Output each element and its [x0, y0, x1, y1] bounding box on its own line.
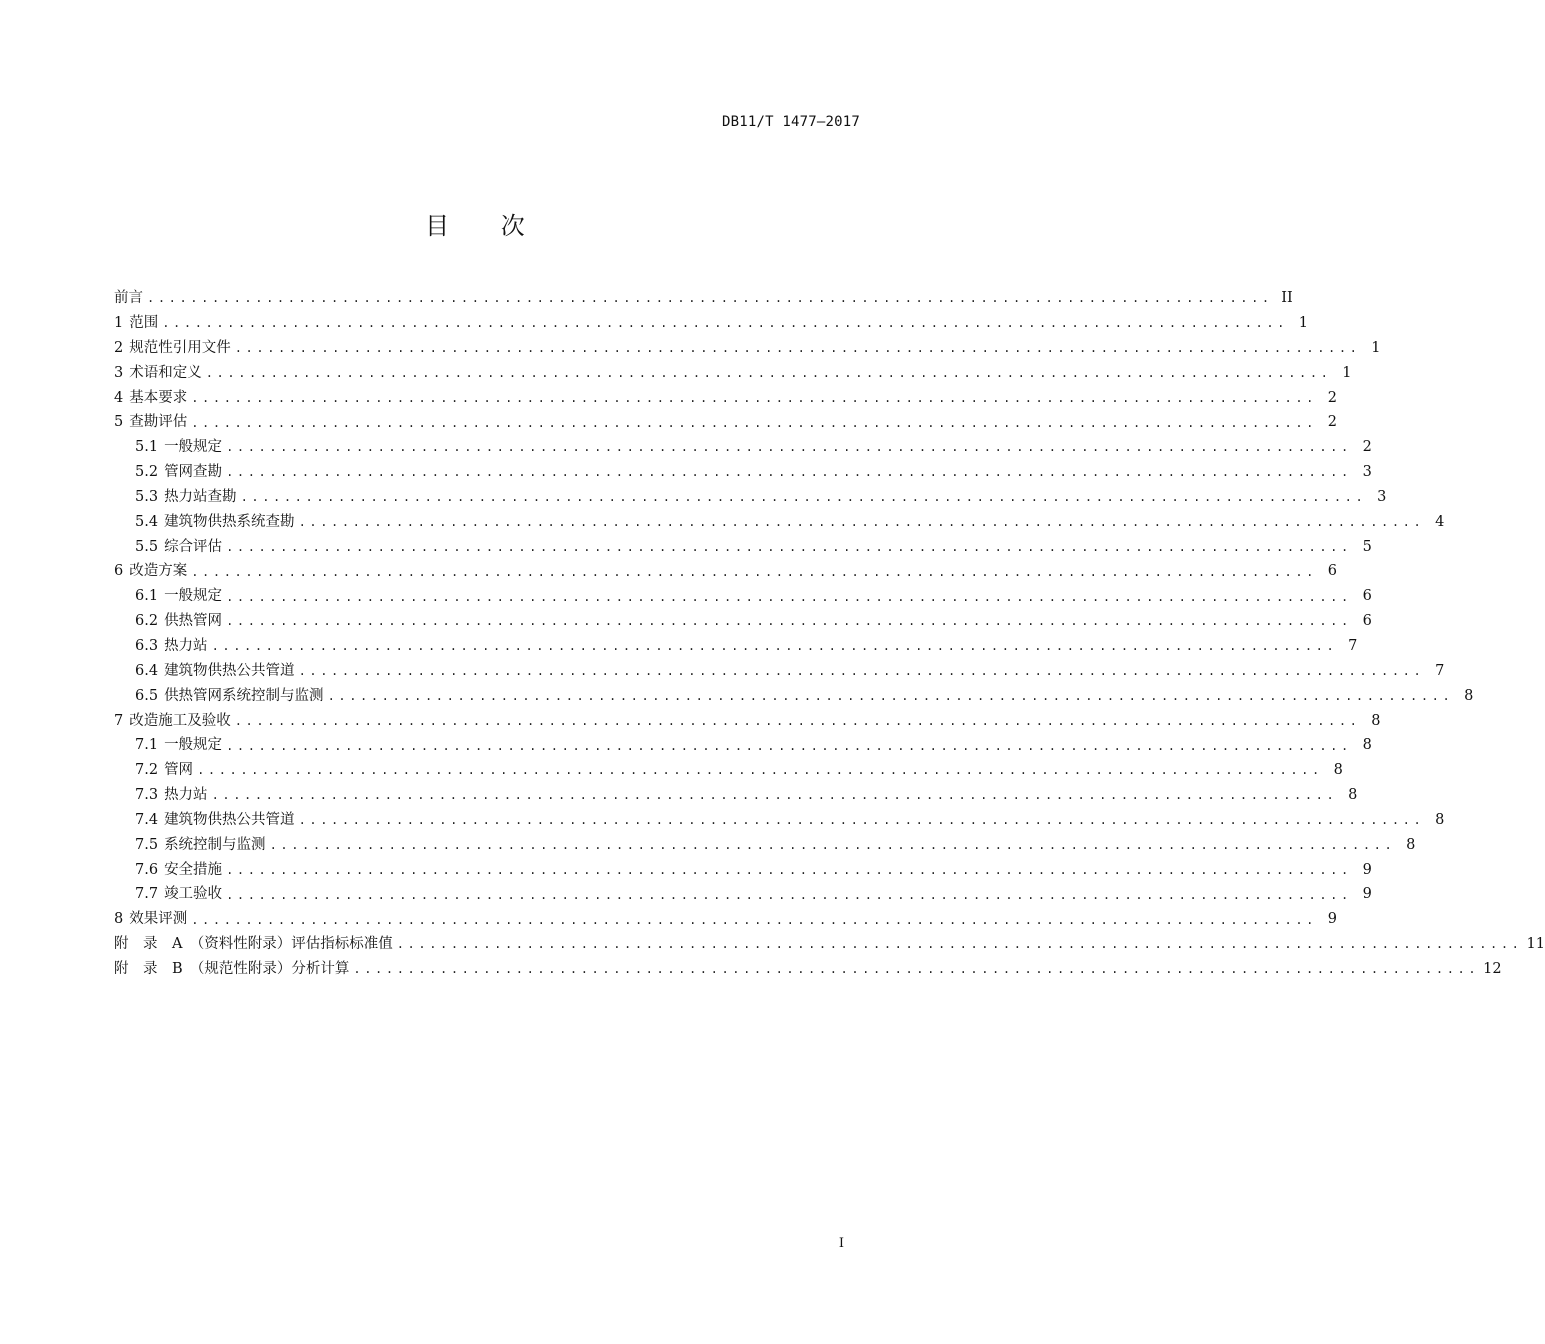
toc-entry-number: 6.3: [135, 637, 159, 654]
toc-entry-text: 管网查勘: [164, 464, 223, 481]
toc-entry-page: 7: [1348, 637, 1358, 654]
toc-entry-label: [114, 912, 191, 927]
toc-entry-text: 安全措施: [164, 861, 223, 878]
toc-entry-page: 8: [1362, 737, 1372, 754]
toc-dot-leader: ........................................................................................................: [269, 837, 1396, 852]
toc-entry-label: [114, 391, 191, 406]
toc-entry-number: 6.1: [135, 588, 159, 605]
toc-entry[interactable]: [114, 460, 1372, 485]
toc-entry[interactable]: [114, 510, 1445, 535]
toc-entry-page: 6: [1327, 563, 1337, 580]
toc-dot-leader: ........................................................................................................: [226, 589, 1352, 604]
toc-dot-leader: ........................................................................................................: [226, 614, 1352, 629]
toc-entry-page: 1: [1342, 364, 1352, 381]
toc-entry[interactable]: [114, 733, 1372, 758]
toc-entry[interactable]: [114, 559, 1337, 584]
toc-entry[interactable]: [114, 758, 1343, 783]
toc-entry-page: 8: [1464, 687, 1474, 704]
toc-entry-text: 竣工验收: [164, 886, 223, 903]
page-number: I: [838, 1236, 844, 1251]
toc-entry-text: 管网: [164, 762, 194, 779]
toc-entry-label: [114, 291, 147, 306]
toc-entry-page: 9: [1362, 861, 1372, 878]
toc-entry-label: [114, 366, 206, 381]
toc-entry[interactable]: [114, 361, 1352, 386]
toc-entry-page: 5: [1362, 538, 1372, 555]
toc-entry-text: 一般规定: [164, 737, 223, 754]
toc-dot-leader: ........................................................................................................: [396, 937, 1523, 952]
toc-entry-label: [114, 937, 397, 952]
toc-dot-leader: ........................................................................................................: [240, 490, 1367, 505]
toc-dot-leader: ........................................................................................................: [211, 788, 1338, 803]
toc-entry-number: 6.4: [135, 662, 159, 679]
toc-entry-page: 1: [1298, 315, 1308, 332]
toc-entry-label: [135, 490, 241, 505]
toc-dot-leader: ........................................................................................................: [147, 291, 1273, 306]
toc-entry[interactable]: [114, 907, 1337, 932]
toc-entry-page: 11: [1526, 936, 1545, 953]
toc-entry-page: 12: [1483, 960, 1502, 977]
toc-entry-text: 系统控制与监测: [164, 836, 266, 853]
toc-dot-leader: ........................................................................................................: [226, 862, 1352, 877]
toc-entry-label: [135, 763, 197, 778]
standard-code: DB11/T 1477—2017: [721, 114, 860, 130]
table-of-contents: [114, 286, 1545, 982]
toc-entry-text: 改造方案: [129, 563, 188, 580]
toc-dot-leader: ........................................................................................................: [298, 515, 1425, 530]
toc-entry[interactable]: [114, 932, 1545, 957]
toc-entry-number: 6: [114, 563, 124, 580]
toc-entry-text: 附 录 A （资料性附录）评估指标标准值: [114, 936, 393, 953]
toc-entry-number: 1: [114, 315, 124, 332]
toc-entry-text: 附 录 B （规范性附录）分析计算: [114, 960, 350, 977]
toc-entry-number: 5.2: [135, 464, 159, 481]
toc-entry-number: 7.5: [135, 836, 159, 853]
toc-entry-label: [135, 863, 226, 878]
toc-entry[interactable]: [114, 659, 1445, 684]
toc-entry-text: 综合评估: [164, 538, 223, 555]
toc-dot-leader: ........................................................................................................: [211, 639, 1338, 654]
toc-entry-number: 6.2: [135, 613, 159, 630]
toc-dot-leader: ........................................................................................................: [298, 813, 1425, 828]
toc-dot-leader: ........................................................................................................: [327, 688, 1454, 703]
toc-dot-leader: ........................................................................................................: [226, 465, 1352, 480]
toc-entry-number: 5: [114, 414, 124, 431]
toc-entry-page: 1: [1371, 339, 1381, 356]
toc-entry-number: 7.3: [135, 787, 159, 804]
toc-dot-leader: ........................................................................................................: [234, 341, 1361, 356]
toc-entry-label: [114, 564, 191, 579]
toc-entry-page: 2: [1362, 439, 1372, 456]
toc-entry-page: 9: [1362, 886, 1372, 903]
toc-entry-number: 7.6: [135, 861, 159, 878]
toc-entry[interactable]: [114, 808, 1445, 833]
toc-dot-leader: ........................................................................................................: [298, 664, 1425, 679]
toc-dot-leader: ........................................................................................................: [226, 738, 1352, 753]
toc-entry-label: [135, 639, 212, 654]
toc-entry-page: 8: [1406, 836, 1416, 853]
toc-entry[interactable]: [114, 311, 1308, 336]
toc-entry[interactable]: [114, 435, 1372, 460]
toc-entry-text: 一般规定: [164, 588, 223, 605]
toc-entry-label: [135, 813, 299, 828]
toc-entry-label: [114, 316, 162, 331]
toc-entry-label: [135, 614, 226, 629]
toc-entry[interactable]: [114, 857, 1372, 882]
toc-dot-leader: ........................................................................................................: [226, 539, 1352, 554]
toc-dot-leader: ........................................................................................................: [162, 316, 1288, 331]
toc-entry-text: 供热管网: [164, 613, 223, 630]
toc-entry-label: [135, 440, 226, 455]
toc-entry-number: 7: [114, 712, 124, 729]
toc-entry-label: [114, 341, 235, 356]
toc-entry[interactable]: [114, 286, 1293, 311]
toc-entry-text: 效果评测: [129, 911, 188, 928]
toc-entry-text: 建筑物供热公共管道: [164, 662, 295, 679]
toc-entry[interactable]: [114, 485, 1387, 510]
toc-entry-number: 5.1: [135, 439, 159, 456]
toc-entry-number: 7.2: [135, 762, 159, 779]
toc-entry-number: 6.5: [135, 687, 159, 704]
toc-entry-number: 2: [114, 339, 124, 356]
toc-entry-page: 8: [1333, 762, 1343, 779]
toc-dot-leader: ........................................................................................................: [191, 912, 1317, 927]
toc-entry-label: [135, 589, 226, 604]
toc-entry-page: II: [1281, 290, 1293, 307]
toc-dot-leader: ........................................................................................................: [197, 763, 1323, 778]
toc-entry[interactable]: [114, 634, 1358, 659]
toc-entry[interactable]: [114, 534, 1372, 559]
toc-entry-label: [135, 465, 226, 480]
toc-entry-page: 8: [1435, 811, 1445, 828]
toc-entry-number: 3: [114, 364, 124, 381]
toc-entry[interactable]: [114, 684, 1474, 709]
toc-entry-number: 7.7: [135, 886, 159, 903]
toc-entry-number: 5.3: [135, 488, 159, 505]
toc-entry[interactable]: [114, 336, 1381, 361]
toc-entry[interactable]: [114, 882, 1372, 907]
toc-entry-page: 6: [1362, 588, 1372, 605]
toc-dot-leader: ........................................................................................................: [226, 440, 1352, 455]
toc-dot-leader: ........................................................................................................: [353, 962, 1480, 977]
toc-entry-text: 建筑物供热公共管道: [164, 811, 295, 828]
toc-entry-page: 8: [1371, 712, 1381, 729]
toc-dot-leader: ........................................................................................................: [191, 390, 1317, 405]
toc-entry-label: [114, 415, 191, 430]
toc-entry-label: [135, 838, 270, 853]
toc-entry-number: 4: [114, 389, 124, 406]
toc-entry-text: 建筑物供热系统查勘: [164, 513, 295, 530]
toc-entry-page: 2: [1327, 414, 1337, 431]
toc-entry-page: 3: [1377, 488, 1387, 505]
toc-entry-label: [135, 540, 226, 555]
toc-entry[interactable]: [114, 609, 1372, 634]
toc-entry-text: 范围: [129, 315, 159, 332]
toc-entry-label: [114, 962, 353, 977]
toc-entry[interactable]: [114, 385, 1337, 410]
toc-entry-page: 7: [1435, 662, 1445, 679]
toc-entry-label: [135, 738, 226, 753]
toc-entry-page: 8: [1348, 787, 1358, 804]
toc-entry-label: [135, 515, 299, 530]
toc-entry[interactable]: [114, 783, 1358, 808]
toc-dot-leader: ........................................................................................................: [191, 415, 1317, 430]
toc-entry-label: [135, 689, 328, 704]
toc-entry-text: 改造施工及验收: [129, 712, 231, 729]
toc-dot-leader: ........................................................................................................: [205, 365, 1332, 380]
toc-entry-text: 热力站: [164, 637, 208, 654]
toc-entry-label: [135, 887, 226, 902]
toc-entry-page: 9: [1327, 911, 1337, 928]
toc-entry[interactable]: [114, 584, 1372, 609]
toc-dot-leader: ........................................................................................................: [226, 887, 1352, 902]
toc-entry-page: 3: [1362, 464, 1372, 481]
toc-entry[interactable]: [114, 833, 1416, 858]
toc-entry-number: 5.4: [135, 513, 159, 530]
toc-entry-text: 一般规定: [164, 439, 223, 456]
toc-entry-text: 基本要求: [129, 389, 188, 406]
toc-entry-number: 7.1: [135, 737, 159, 754]
toc-entry[interactable]: [114, 410, 1337, 435]
toc-entry-number: 8: [114, 911, 124, 928]
toc-entry-text: 前言: [114, 290, 143, 307]
toc-entry-text: 热力站: [164, 787, 208, 804]
toc-entry-label: [135, 788, 212, 803]
toc-entry-page: 6: [1362, 613, 1372, 630]
page-title: 目 次: [425, 212, 547, 240]
toc-entry-label: [135, 664, 299, 679]
toc-entry-text: 查勘评估: [129, 414, 188, 431]
toc-entry-text: 规范性引用文件: [129, 339, 231, 356]
toc-entry[interactable]: [114, 957, 1502, 982]
toc-entry-label: [114, 714, 235, 729]
toc-entry-page: 4: [1435, 513, 1445, 530]
toc-dot-leader: ........................................................................................................: [234, 713, 1361, 728]
toc-entry-text: 术语和定义: [129, 364, 202, 381]
toc-entry-text: 供热管网系统控制与监测: [164, 687, 324, 704]
toc-entry-number: 5.5: [135, 538, 159, 555]
toc-entry-text: 热力站查勘: [164, 488, 237, 505]
toc-dot-leader: ........................................................................................................: [191, 564, 1317, 579]
toc-entry[interactable]: [114, 708, 1381, 733]
toc-entry-number: 7.4: [135, 811, 159, 828]
toc-entry-page: 2: [1327, 389, 1337, 406]
